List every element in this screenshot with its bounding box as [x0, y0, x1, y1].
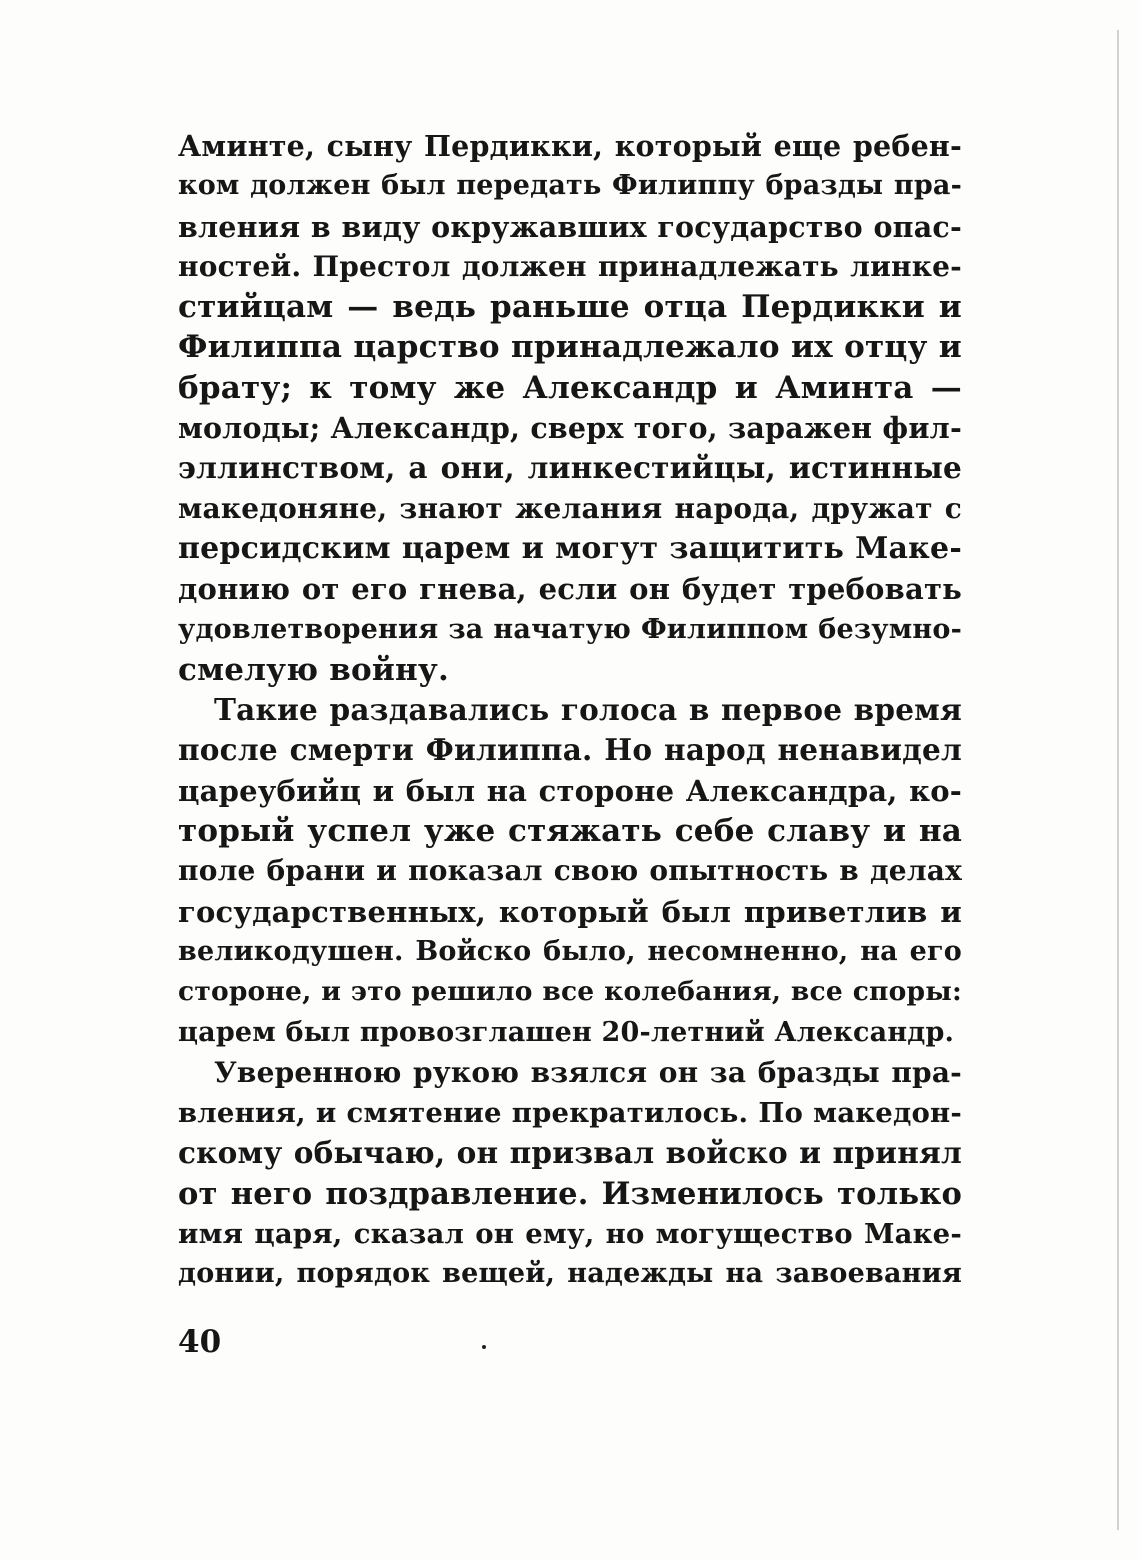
text-line: персидским царем и могут защитить Маке- [178, 530, 962, 566]
text-line: эллинством, а они, линкестийцы, истинные [178, 450, 962, 486]
text-line: удовлетворения за начатую Филиппом безумно- [178, 613, 962, 645]
text-line: имя царя, сказал он ему, но могущество Маке- [178, 1218, 962, 1251]
print-speck [482, 1345, 486, 1349]
page-number: 40 [178, 1324, 222, 1360]
text-line: ностей. Престол должен принадлежать линке- [178, 249, 962, 283]
text-line: поле брани и показал свою опытность в делах [178, 854, 962, 888]
text-line: великодушен. Войско было, несомненно, на его [178, 935, 962, 967]
text-line: донию от его гнева, если он будет требовать [178, 572, 962, 607]
text-line: стороне, и это решило все колебания, все споры: [178, 976, 962, 1008]
text-line: скому обычаю, он призвал войско и принял [178, 1135, 962, 1171]
text-line: стийцам — ведь раньше отца Пердикки и [178, 289, 962, 326]
text-line: ком должен был передать Филиппу бразды пра- [178, 170, 962, 202]
text-line: смелую войну. [178, 651, 449, 688]
text-line: Такие раздавались голоса в первое время [214, 692, 962, 728]
text-line: от него поздравление. Изменилось только [178, 1175, 962, 1212]
text-line: Аминте, сыну Пердикки, который еще ребен- [178, 129, 962, 163]
text-line: государственных, который был приветлив и [178, 894, 962, 929]
text-line: македоняне, знают желания народа, дружат с [178, 491, 962, 525]
text-line: Филиппа царство принадлежало их отцу и [178, 329, 962, 366]
text-line: молоды; Александр, сверх того, заражен фил- [178, 411, 962, 446]
text-line: брату; к тому же Александр и Аминта — [178, 369, 962, 406]
text-line: после смерти Филиппа. Но народ ненавидел [178, 732, 962, 768]
page-edge-line [1117, 30, 1119, 1530]
text-line: торый успел уже стяжать себе славу и на [178, 813, 962, 850]
text-line: цареубийц и был на стороне Александра, ко- [178, 773, 962, 808]
text-line: вления в виду окружавших государство опас- [178, 209, 962, 244]
text-line: царем был провозглашен 20-летний Александр. [178, 1016, 955, 1048]
body-text [178, 126, 962, 1295]
text-line: Уверенною рукою взялся он за бразды пра- [214, 1055, 962, 1089]
text-line: донии, порядок вещей, надежды на завоевания [178, 1258, 962, 1290]
text-line: вления, и смятение прекратилось. По македон- [178, 1097, 962, 1130]
